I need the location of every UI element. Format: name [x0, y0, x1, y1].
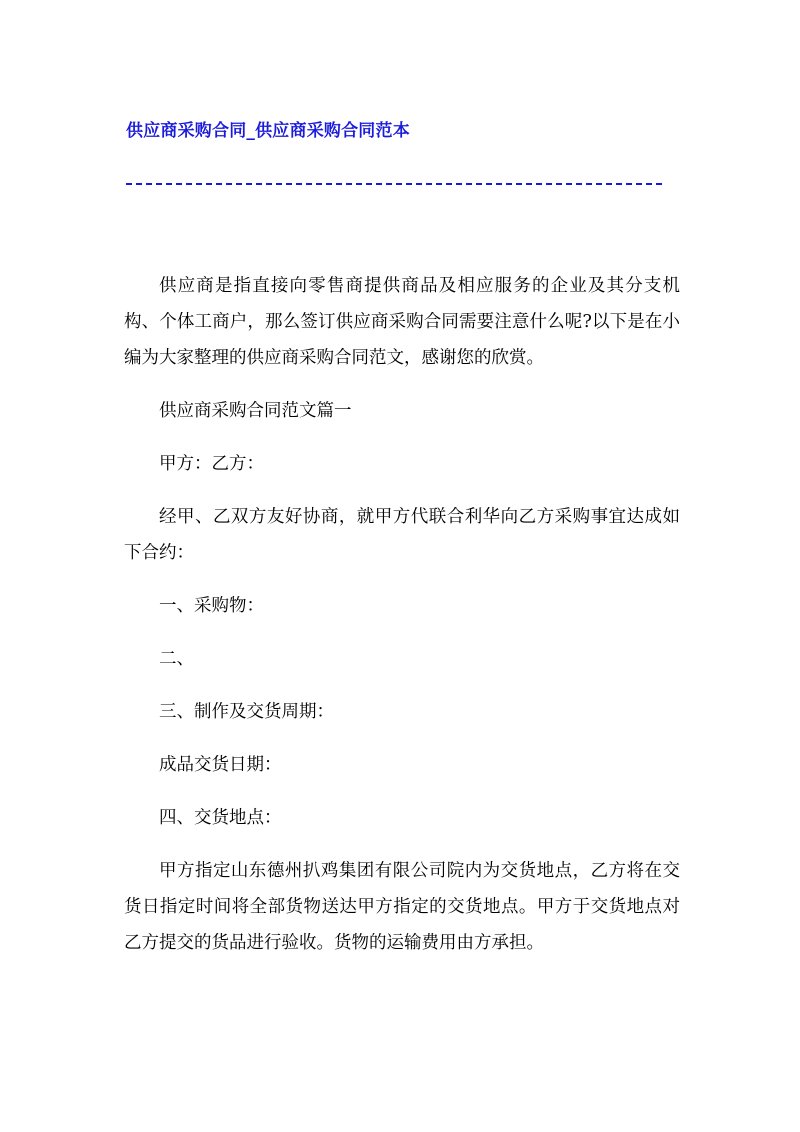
document-body [124, 268, 680, 978]
clause-3-heading: 三、制作及交货周期： [159, 702, 334, 722]
document-title: 供应商采购合同_供应商采购合同范本 [126, 121, 410, 141]
title-divider [126, 183, 662, 185]
delivery-date-line: 成品交货日期： [159, 755, 282, 775]
clause-4-heading: 四、交货地点： [159, 808, 282, 828]
delivery-location-paragraph: 甲方指定山东德州扒鸡集团有限公司院内为交货地点，乙方将在交货日指定时间将全部货物送达甲方指定的交货地点。甲方于交货地点对乙方提交的货品进行验收。货物的运输费用由方承担。 [124, 861, 680, 953]
clause-2-heading: 二、 [159, 649, 194, 669]
clause-1-heading: 一、采购物： [159, 596, 264, 616]
parties-line: 甲方：乙方： [159, 454, 264, 474]
section-heading: 供应商采购合同范文篇一 [159, 401, 352, 421]
intro-paragraph: 供应商是指直接向零售商提供商品及相应服务的企业及其分支机构、个体工商户，那么签订供应商采购合同需要注意什么呢?以下是在小编为大家整理的供应商采购合同范文，感谢您的欣赏。 [124, 276, 680, 368]
agreement-paragraph: 经甲、乙双方友好协商，就甲方代联合利华向乙方采购事宜达成如下合约： [124, 507, 680, 563]
